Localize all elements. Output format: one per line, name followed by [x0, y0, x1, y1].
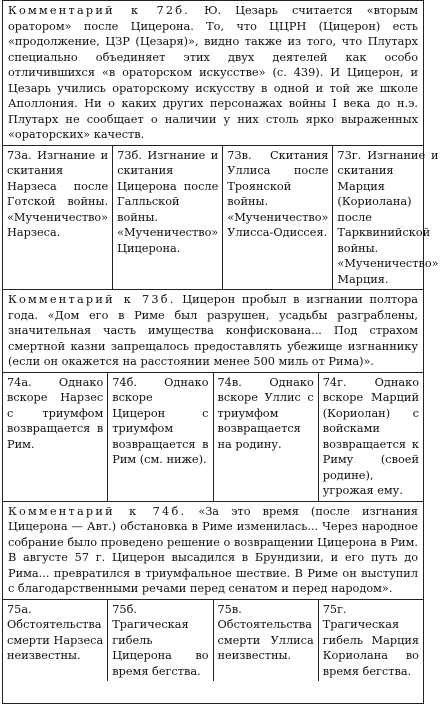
table-cell-74v: 74в. Однако вскоре Уллис с триумфом возвращается на родину. — [214, 373, 319, 501]
comment-74b — [3, 502, 423, 600]
table-cell-73g: 73г. Изгнание и скитания Марция (Кориолана) после Тарквинийской войны. «Мученичество» Марция. — [337, 148, 439, 286]
comment-72b — [3, 1, 423, 146]
table-cell-74g: 74г. Однако вскоре Марций (Кориолан) с войсками возвращается к Риму (своей родине), угрожая ему. — [322, 375, 419, 497]
table-cell-73a: 73а. Изгнание и скитания Нарзеса после Готской войны. «Мученичество» Нарзеса. — [3, 146, 113, 290]
table-cell-74a: 74а. Однако вскоре Нарзес с триумфом возвращается в Рим. — [3, 373, 108, 501]
comment-label: Комментарий к 74б. — [8, 504, 187, 518]
table-cell-75b: 75б. Трагическая гибель Цицерона во время бегства. — [108, 600, 213, 682]
document-page — [2, 0, 439, 704]
comment-label: Комментарий к 72б. — [8, 4, 191, 17]
table-cell-75v: 75в. Обстоятельства смерти Уллиса неизвестны. — [214, 600, 319, 682]
table-row — [3, 373, 423, 502]
table-cell-73v: 73в. Скитания Уллиса после Троянской войны. «Мученичество» Улисса-Одиссея. — [223, 146, 333, 290]
table-cell-74b: 74б. Однако вскоре Цицерон с триумфом возвращается в Рим (см. ниже). — [108, 373, 213, 501]
comment-text: Ю. Цезарь считается «вторым оратором» после Цицерона. То, что ЦЦРН (Цицерон) есть «продолжение, ЦЗР (Цезаря)», видно также из того, что Плутарх специально объединяет этих двух деятелей как особо отличившихся «в ораторском искусстве» (с. 439). И Цицерон, и Цезарь учились ораторскому искусству в одной и той же школе Аполлония. Ни о каких других персонажах войны I века до н.э. Плутарх не сообщает о наличии у них столь ярко выраженных «ораторских» качеств. — [8, 4, 418, 141]
table-row — [3, 600, 423, 682]
table-cell-75a: 75а. Обстоятельства смерти Нарзеса неизвестны. — [3, 600, 108, 682]
comment-label: Комментарий к 73б. — [8, 293, 176, 306]
table-cell-75g: 75г. Трагическая гибель Марция Кориолана во время бегства. — [322, 602, 419, 678]
comment-73b — [3, 290, 423, 373]
table-cell-73b: 73б. Изгнание и скитания Цицерона после Галльской войны. «Мученичество» Цицерона. — [113, 146, 223, 290]
comment-text: Цицерон пробыл в изгнании полтора года. «Дом его в Риме был разрушен, усадьбы разграблены, значительная часть имущества конфискована... Под страхом смертной казни запрещалось предоставлять убежище изгнаннику (если он окажется на расстоянии менее 500 миль от Рима)». — [8, 293, 419, 368]
comment-text: «За это время (после изгнания Цицерона — Авт.) обстановка в Риме изменилась... Через народное собрание было проведено решение о возвращении Цицерона в Рим. В августе 57 г. Цицерон высадился в Брундизии, и его путь до Рима... превратился в триумфальное шествие. В Риме он выступил с благодарственными речами перед сенатом и перед народом». — [8, 504, 419, 595]
table-row — [3, 146, 439, 291]
